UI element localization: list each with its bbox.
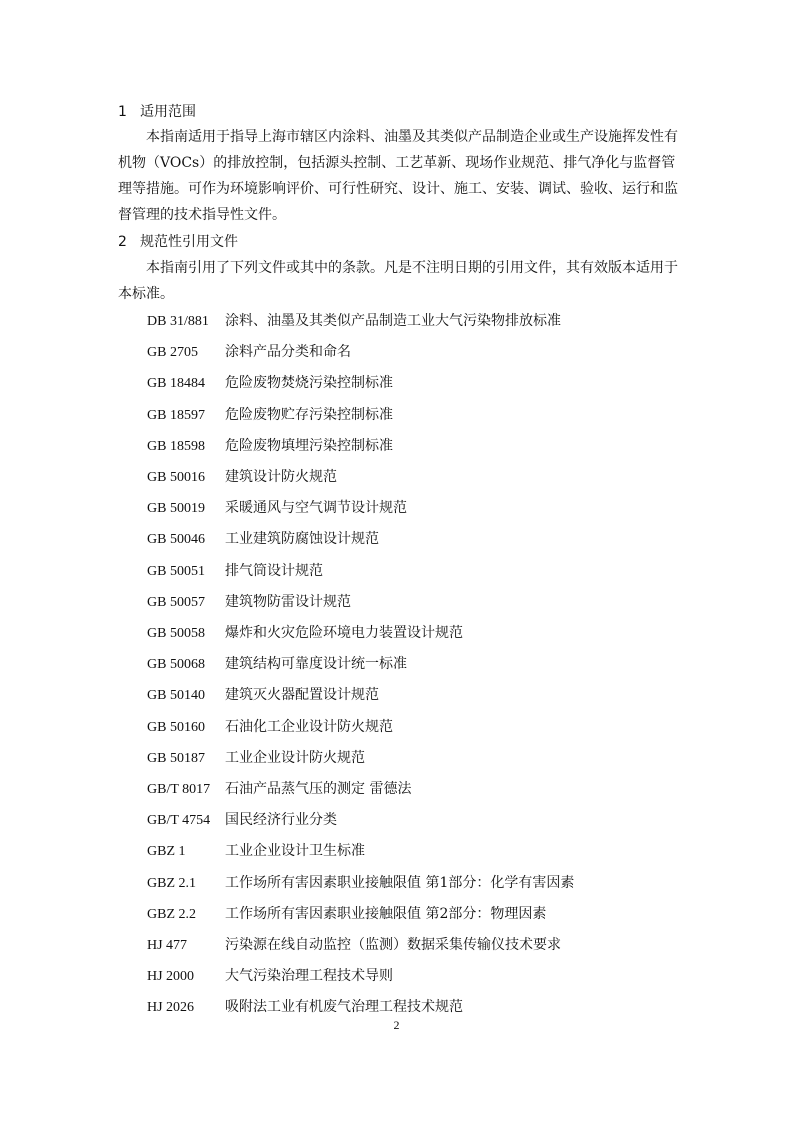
section-heading-1	[118, 101, 196, 121]
section-heading-2	[118, 231, 238, 251]
reference-code: HJ 2026	[147, 1000, 195, 1016]
reference-code: GB/T 8017	[147, 782, 211, 797]
reference-title: 涂料产品分类和命名	[225, 344, 351, 361]
reference-title: 危险废物填埋污染控制标准	[225, 437, 393, 454]
reference-code: GBZ 2.1	[147, 875, 196, 891]
paragraph-line: 本指南引用了下列文件或其中的条款。凡是不注明日期的引用文件，其有效版本适用于	[146, 260, 678, 276]
reference-item	[147, 404, 393, 424]
reference-item	[147, 466, 337, 486]
reference-item	[147, 840, 365, 860]
reference-code: GB 18598	[147, 438, 205, 454]
reference-code: GBZ 2.2	[147, 906, 196, 922]
paragraph-line: 机物（VOCs）的排放控制，包括源头控制、工艺革新、现场作业规范、排气净化与监督管	[118, 155, 676, 171]
reference-item	[147, 622, 463, 642]
reference-title: 工业建筑防腐蚀设计规范	[225, 531, 379, 548]
paragraph-line: 本标准。	[118, 286, 174, 302]
reference-item	[147, 372, 393, 392]
reference-item	[147, 872, 574, 892]
reference-title: 工作场所有害因素职业接触限值 第2部分：物理因素	[225, 905, 547, 922]
reference-code: GBZ 1	[147, 844, 186, 860]
section-title: 适用范围	[140, 104, 196, 120]
reference-item	[147, 528, 379, 548]
reference-code: GB 18597	[147, 407, 205, 423]
reference-title: 工业企业设计防火规范	[225, 749, 365, 766]
reference-code: GB 18484	[147, 376, 205, 392]
reference-code: HJ 2000	[147, 969, 195, 985]
section-title: 规范性引用文件	[140, 234, 238, 250]
reference-code: GB 2705	[147, 345, 198, 361]
reference-item	[147, 684, 379, 704]
reference-title: 吸附法工业有机废气治理工程技术规范	[225, 999, 463, 1016]
reference-item	[147, 809, 337, 829]
reference-item	[147, 716, 393, 736]
reference-item	[147, 934, 561, 954]
reference-code: GB 50068	[147, 657, 205, 673]
reference-title: 石油产品蒸气压的测定 雷德法	[225, 781, 412, 797]
reference-title: 污染源在线自动监控（监测）数据采集传输仪技术要求	[225, 937, 561, 953]
reference-title: 危险废物焚烧污染控制标准	[225, 375, 393, 392]
paragraph-line: 督管理的技术指导性文件。	[118, 207, 286, 223]
reference-item	[147, 653, 407, 673]
reference-title: 建筑灭火器配置设计规范	[225, 687, 379, 704]
reference-code: GB 50019	[147, 501, 205, 517]
paragraph-line: 理等措施。可作为环境影响评价、可行性研究、设计、施工、安装、调试、验收、运行和监	[118, 181, 678, 197]
reference-title: 建筑设计防火规范	[225, 469, 337, 485]
reference-code: GB 50187	[147, 750, 205, 766]
reference-title: 石油化工企业设计防火规范	[225, 718, 393, 735]
page-number: 2	[393, 1018, 400, 1032]
reference-item	[147, 435, 393, 455]
section-number: 1	[118, 104, 127, 120]
reference-code: GB/T 4754	[147, 813, 211, 829]
reference-item	[147, 310, 561, 330]
reference-code: GB 50140	[147, 688, 205, 704]
reference-title: 排气筒设计规范	[225, 562, 323, 579]
reference-item	[147, 903, 546, 923]
reference-title: 采暖通风与空气调节设计规范	[225, 500, 407, 517]
section-number: 2	[118, 234, 127, 250]
reference-code: HJ 477	[147, 938, 188, 953]
reference-code: GB 50058	[147, 626, 205, 641]
reference-item	[147, 591, 351, 611]
reference-title: 建筑结构可靠度设计统一标准	[225, 656, 407, 673]
reference-code: GB 50160	[147, 719, 205, 735]
reference-title: 国民经济行业分类	[225, 812, 337, 829]
reference-item	[147, 747, 365, 767]
reference-item	[147, 778, 411, 798]
reference-title: 危险废物贮存污染控制标准	[225, 406, 393, 423]
reference-item	[147, 497, 407, 517]
reference-title: 涂料、油墨及其类似产品制造工业大气污染物排放标准	[225, 313, 561, 329]
reference-code: GB 50057	[147, 594, 205, 610]
reference-title: 爆炸和火灾危险环境电力装置设计规范	[225, 625, 463, 641]
reference-item	[147, 341, 351, 361]
paragraph-line: 本指南适用于指导上海市辖区内涂料、油墨及其类似产品制造企业或生产设施挥发性有	[146, 129, 678, 145]
reference-title: 大气污染治理工程技术导则	[225, 968, 393, 985]
reference-item	[147, 965, 393, 985]
reference-code: DB 31/881	[147, 314, 209, 329]
reference-code: GB 50016	[147, 470, 205, 485]
reference-title: 建筑物防雷设计规范	[225, 593, 351, 610]
reference-title: 工作场所有害因素职业接触限值 第1部分：化学有害因素	[225, 874, 575, 891]
reference-item	[147, 996, 463, 1016]
reference-title: 工业企业设计卫生标准	[225, 843, 365, 860]
reference-code: GB 50046	[147, 532, 205, 548]
reference-code: GB 50051	[147, 563, 205, 579]
reference-item	[147, 560, 323, 580]
